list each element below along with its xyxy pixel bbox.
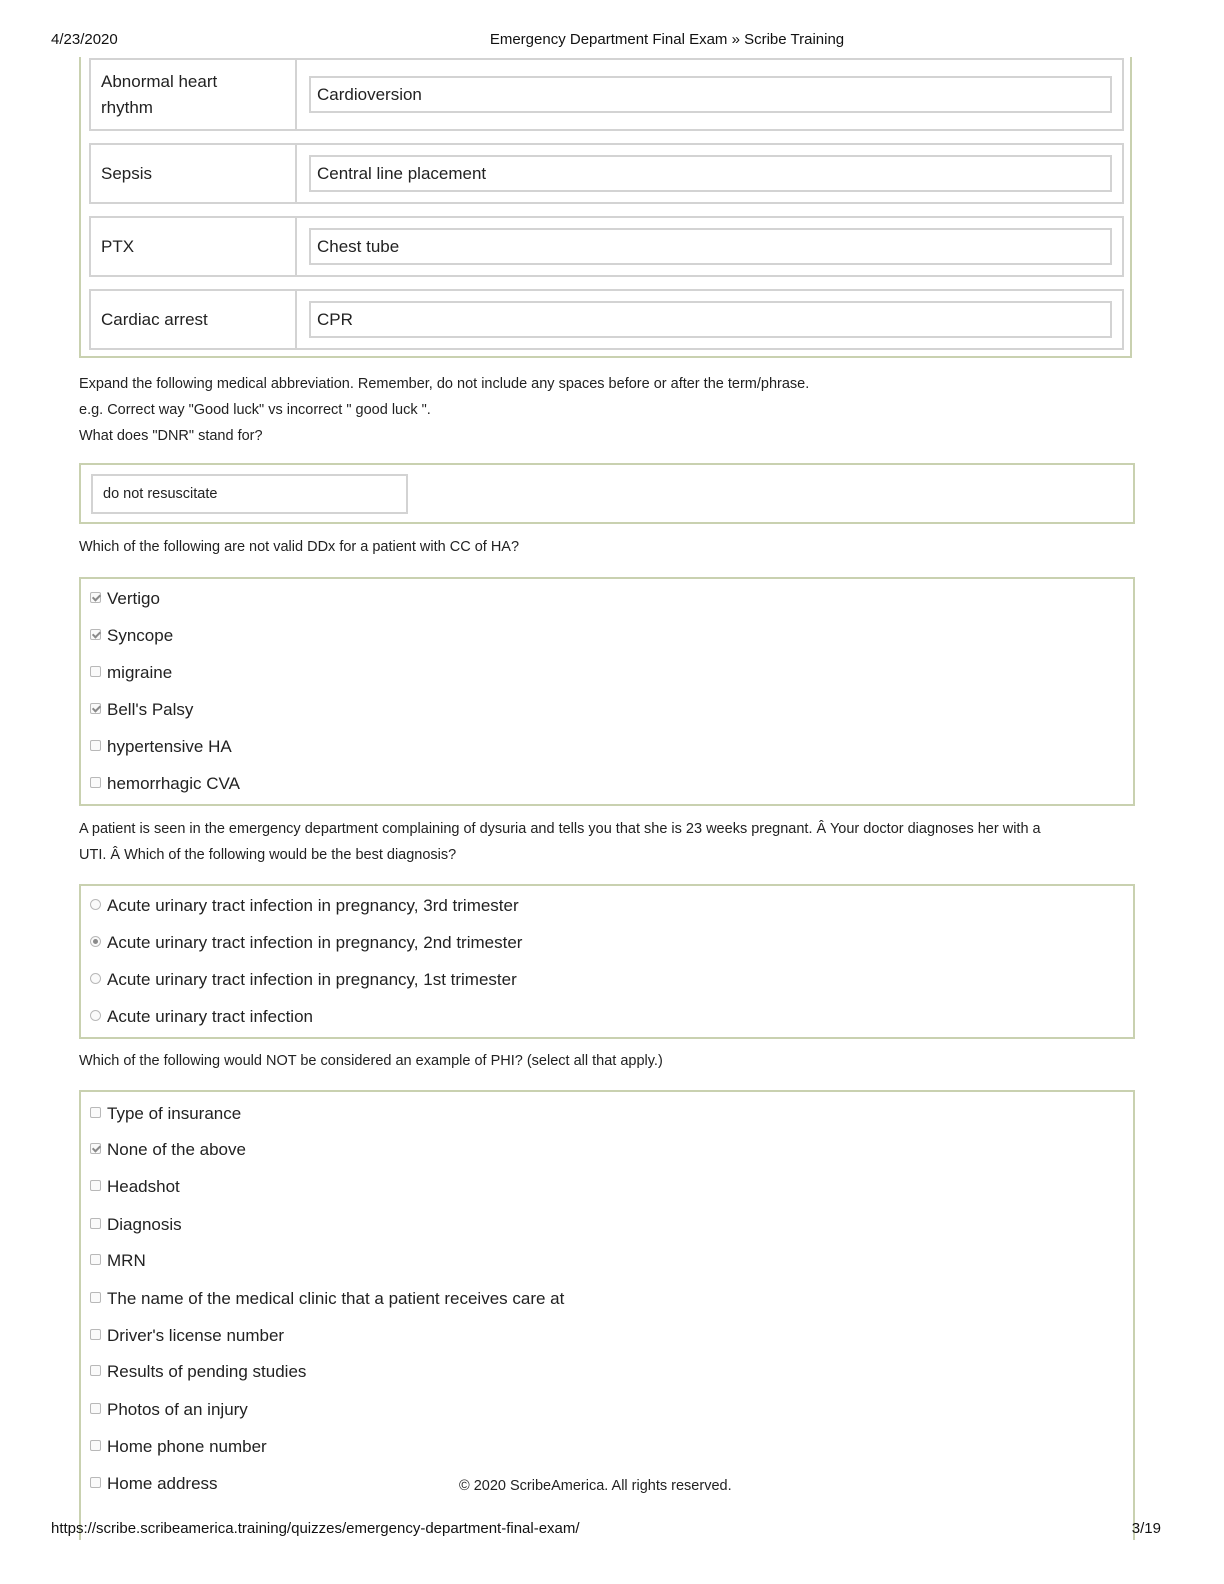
checkbox-option[interactable]: None of the above (90, 1138, 246, 1162)
matching-answer-field[interactable]: Cardioversion (309, 76, 1112, 113)
abbrev-answer-input[interactable]: do not resuscitate (91, 474, 408, 514)
page-number: 3/19 (1131, 1520, 1161, 1537)
checkbox[interactable] (90, 1218, 101, 1229)
checkbox[interactable] (90, 1143, 101, 1154)
answer-box-ddx (79, 577, 1135, 806)
checkbox-option[interactable]: Vertigo (90, 587, 160, 611)
checkbox-option[interactable]: hemorrhagic CVA (90, 772, 240, 796)
checkbox[interactable] (90, 1440, 101, 1451)
radio-button[interactable] (90, 899, 101, 910)
matching-answer-field[interactable]: CPR (309, 301, 1112, 338)
checkbox-option[interactable]: Diagnosis (90, 1213, 182, 1237)
question-text-abbrev: Expand the following medical abbreviation. Remember, do not include any spaces before or after the term/phrase. e.g. Correct way "Good luck" vs incorrect " good luck ". What does "DNR" stand for? (79, 376, 810, 444)
checkbox[interactable] (90, 1329, 101, 1340)
checkbox-option[interactable]: Headshot (90, 1175, 180, 1199)
matching-row (89, 216, 1124, 277)
matching-term: PTX (91, 218, 297, 275)
radio-button[interactable] (90, 936, 101, 947)
checkbox-option[interactable]: hypertensive HA (90, 735, 232, 759)
answer-box-phi (79, 1090, 1135, 1540)
radio-option[interactable]: Acute urinary tract infection in pregnancy, 3rd trimester (90, 894, 519, 918)
checkbox[interactable] (90, 777, 101, 788)
matching-row (89, 289, 1124, 350)
matching-row (89, 143, 1124, 204)
question-text-ddx: Which of the following are not valid DDx for a patient with CC of HA? (79, 539, 520, 555)
checkbox-option[interactable]: Home address (90, 1472, 218, 1496)
matching-term: Cardiac arrest (91, 291, 297, 348)
checkbox-option[interactable]: migraine (90, 661, 172, 685)
checkbox[interactable] (90, 592, 101, 603)
matching-term: Sepsis (91, 145, 297, 202)
checkbox[interactable] (90, 1180, 101, 1191)
print-date: 4/23/2020 (51, 31, 118, 48)
checkbox-option[interactable]: Syncope (90, 624, 173, 648)
matching-answer-field[interactable]: Chest tube (309, 228, 1112, 265)
checkbox[interactable] (90, 1477, 101, 1488)
checkbox[interactable] (90, 666, 101, 677)
copyright-notice: © 2020 ScribeAmerica. All rights reserved. (459, 1478, 732, 1494)
print-url: https://scribe.scribeamerica.training/quizzes/emergency-department-final-exam/ (51, 1520, 580, 1537)
print-header (0, 31, 1224, 51)
answer-box-abbrev (79, 463, 1135, 524)
checkbox-option[interactable]: Results of pending studies (90, 1360, 306, 1384)
radio-button[interactable] (90, 973, 101, 984)
checkbox[interactable] (90, 629, 101, 640)
checkbox-option[interactable]: Bell's Palsy (90, 698, 193, 722)
checkbox[interactable] (90, 1254, 101, 1265)
answer-box-uti (79, 884, 1135, 1039)
checkbox-option[interactable]: Home phone number (90, 1435, 267, 1459)
radio-option[interactable]: Acute urinary tract infection (90, 1005, 313, 1029)
print-footer (0, 1520, 1224, 1540)
checkbox-option[interactable]: Photos of an injury (90, 1398, 248, 1422)
radio-button[interactable] (90, 1010, 101, 1021)
checkbox-option[interactable]: Driver's license number (90, 1324, 284, 1348)
checkbox-option[interactable]: MRN (90, 1249, 146, 1273)
question-text-uti: A patient is seen in the emergency department complaining of dysuria and tells you that she is 23 weeks pregnant. Â Your doctor diagnoses her with a UTI. Â Which of the following would be the best diagnosis? (79, 821, 1041, 863)
checkbox-option[interactable]: Type of insurance (90, 1102, 241, 1126)
matching-term: Abnormal heart rhythm (91, 60, 297, 129)
question-text-phi: Which of the following would NOT be considered an example of PHI? (select all that apply.) (79, 1053, 663, 1069)
matching-row (89, 58, 1124, 131)
checkbox[interactable] (90, 1403, 101, 1414)
radio-option[interactable]: Acute urinary tract infection in pregnancy, 2nd trimester (90, 931, 522, 955)
radio-option[interactable]: Acute urinary tract infection in pregnancy, 1st trimester (90, 968, 517, 992)
checkbox[interactable] (90, 703, 101, 714)
checkbox[interactable] (90, 740, 101, 751)
print-title: Emergency Department Final Exam » Scribe Training (489, 31, 845, 48)
matching-answer-field[interactable]: Central line placement (309, 155, 1112, 192)
checkbox[interactable] (90, 1107, 101, 1118)
checkbox[interactable] (90, 1365, 101, 1376)
checkbox[interactable] (90, 1292, 101, 1303)
checkbox-option[interactable]: The name of the medical clinic that a patient receives care at (90, 1287, 564, 1311)
